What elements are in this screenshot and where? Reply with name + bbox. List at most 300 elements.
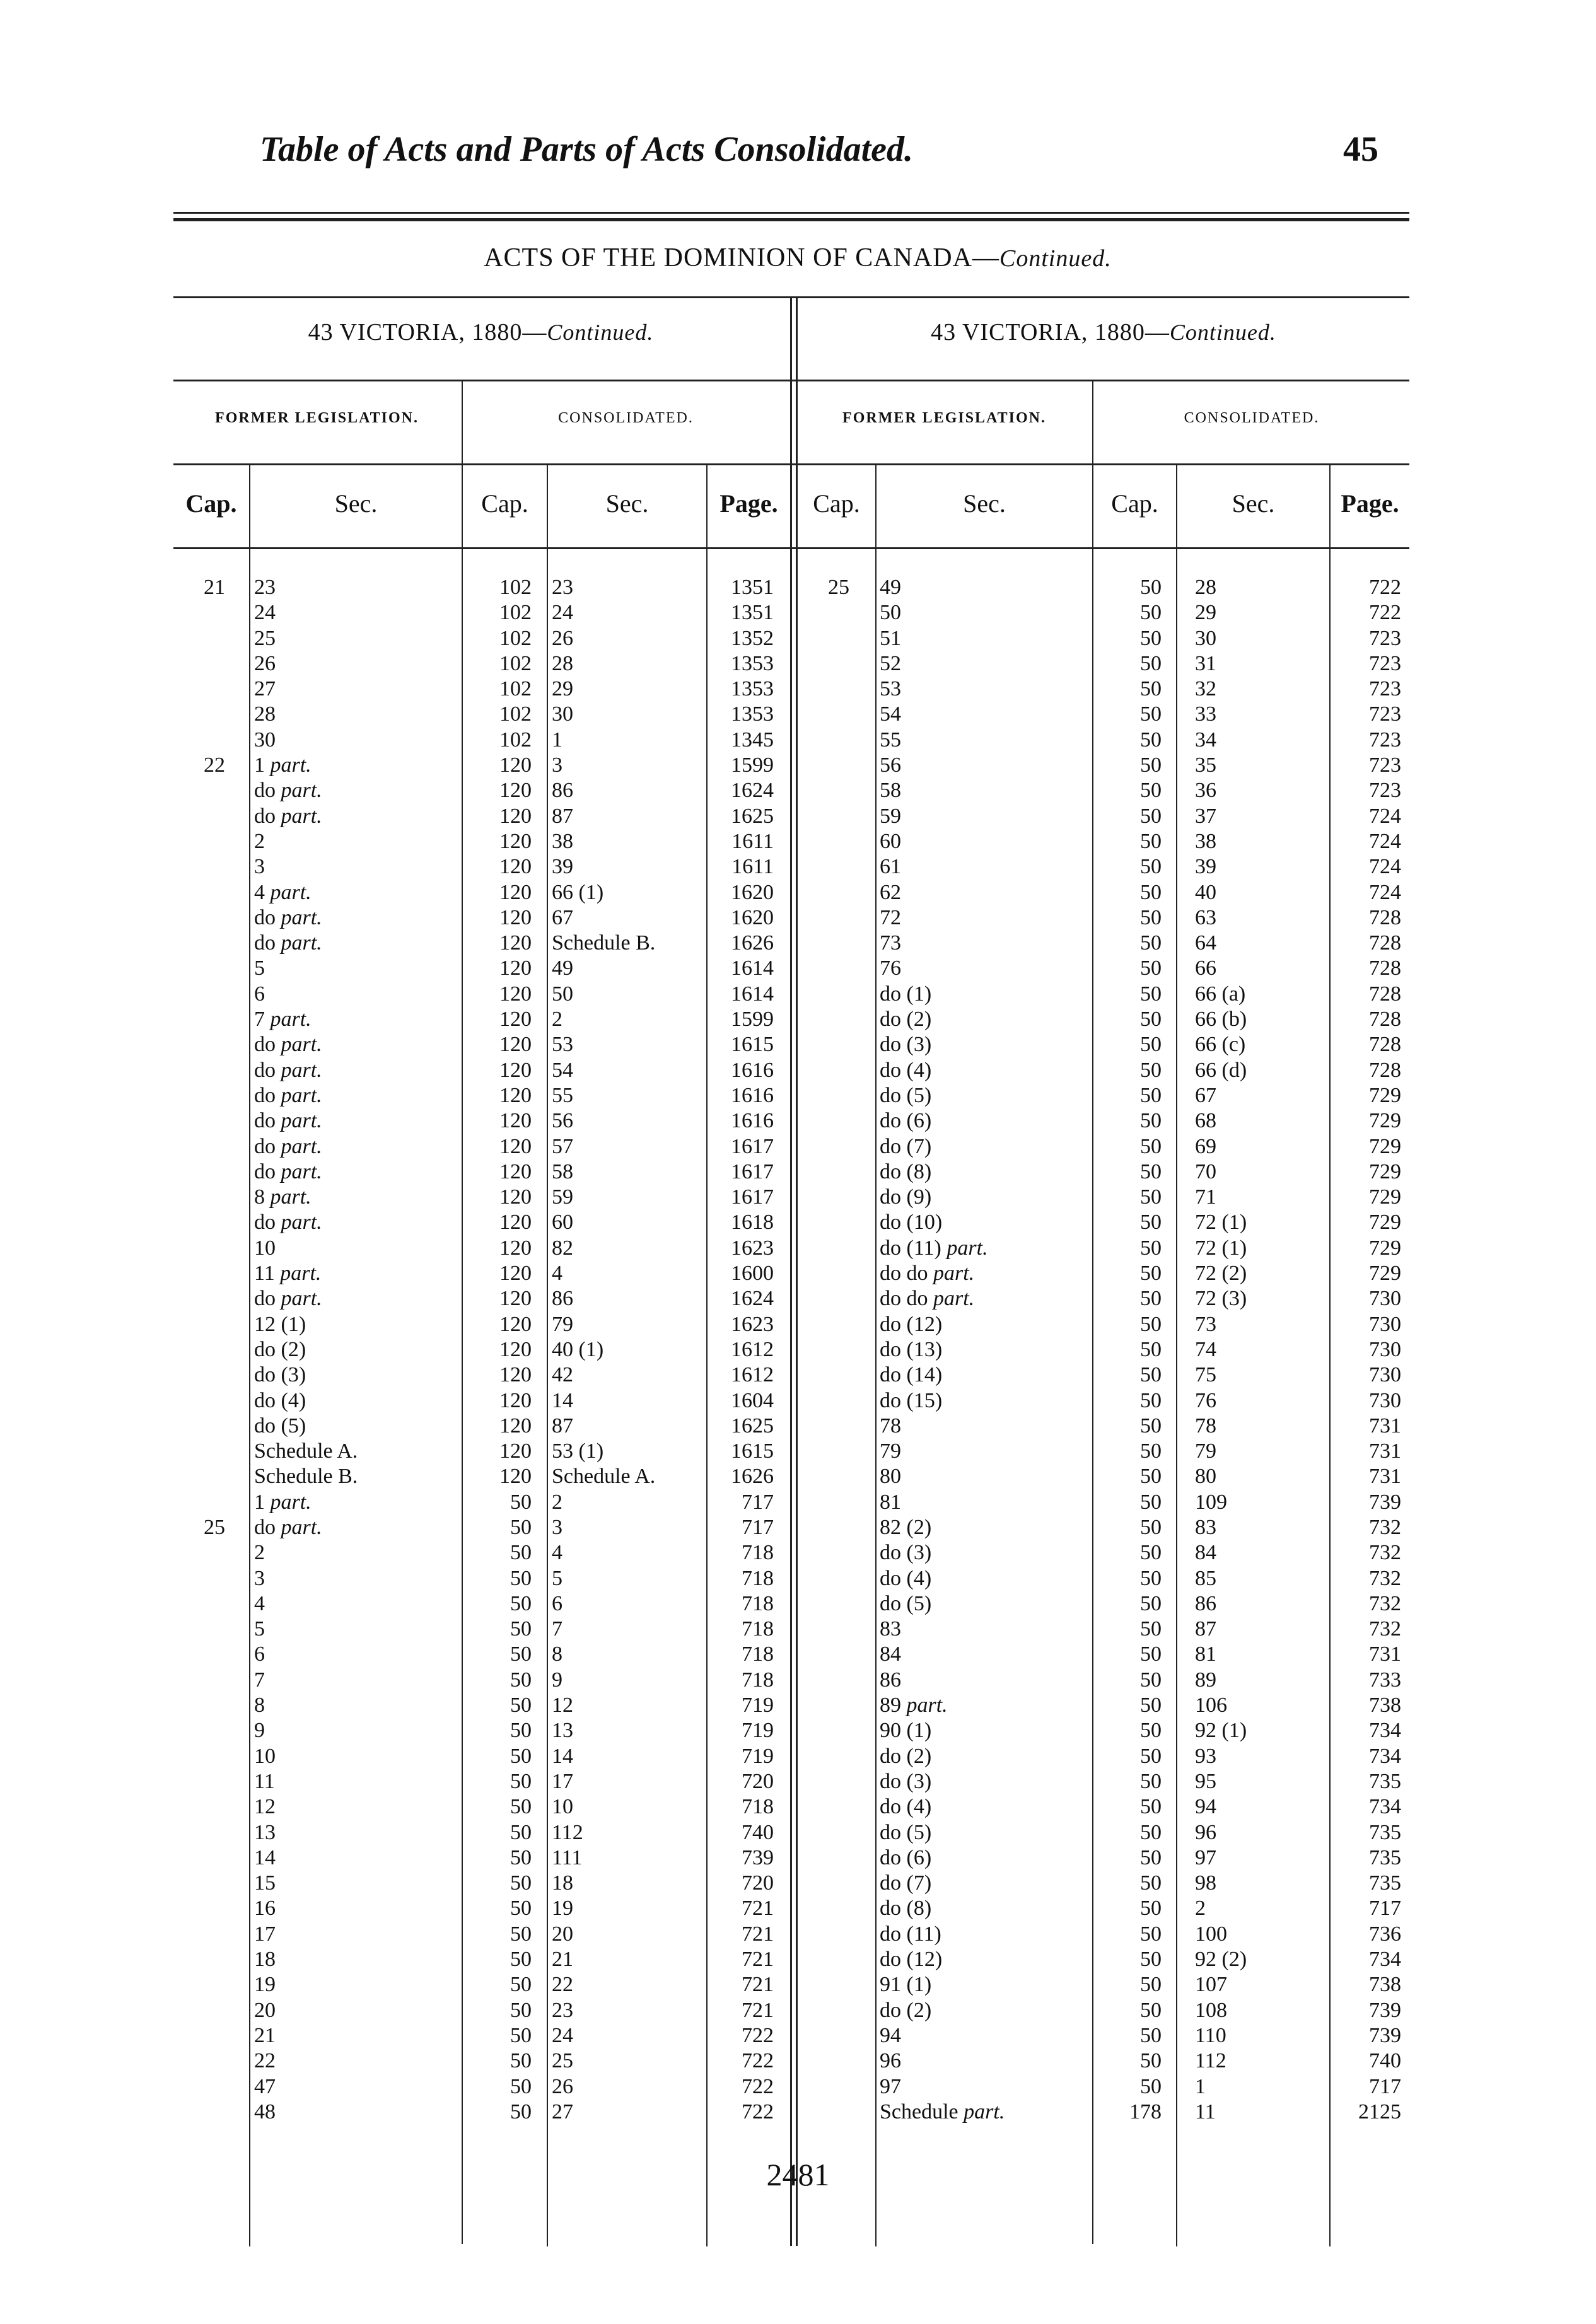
table-cell: 1604	[731, 1388, 774, 1412]
table-cell: 82 (2)	[880, 1515, 932, 1539]
table-cell: 50	[1140, 2074, 1162, 2098]
table-cell: 1612	[731, 1337, 774, 1361]
table-cell	[183, 651, 246, 677]
table-cell: 68	[1195, 1109, 1216, 1133]
table-cell: 722	[1369, 576, 1401, 599]
table-cell: 50	[1140, 779, 1162, 803]
table-cell: 733	[1369, 1668, 1401, 1692]
table-cell: 120	[499, 804, 532, 828]
table-cell: 50	[880, 601, 901, 625]
table-cell: 6	[552, 1591, 562, 1615]
table-cell: 71	[1195, 1185, 1216, 1209]
right-page-column	[1332, 575, 1401, 2125]
table-cell: 50	[1140, 702, 1162, 726]
table-cell: 50	[1140, 982, 1162, 1006]
table-cell	[183, 1693, 246, 1718]
table-cell: do (5)	[880, 1083, 932, 1107]
table-cell	[807, 931, 870, 956]
table-cell: 17	[552, 1769, 573, 1793]
left-page-header: Page.	[719, 489, 778, 518]
table-cell: 66 (b)	[1195, 1008, 1247, 1031]
table-cell: 50	[1140, 1490, 1162, 1514]
table-cell: 1612	[731, 1363, 774, 1387]
table-cell: do part.	[254, 1058, 322, 1082]
table-cell: 50	[1140, 2049, 1162, 2073]
table-cell: 729	[1369, 1262, 1401, 1286]
table-cell: 81	[1195, 1642, 1216, 1666]
table-cell: do (3)	[254, 1363, 306, 1387]
table-cell: 50	[510, 1719, 532, 1743]
table-cell: 87	[1195, 1617, 1216, 1641]
table-cell: 1	[552, 728, 562, 752]
table-cell: 728	[1369, 982, 1401, 1006]
table-cell: 67	[552, 905, 573, 929]
table-cell: 47	[254, 2074, 276, 2098]
table-cell: 80	[880, 1465, 901, 1489]
table-cell: 729	[1369, 1134, 1401, 1158]
table-cell: 30	[552, 702, 573, 726]
table-cell	[807, 1744, 870, 1769]
table-cell: do (8)	[880, 1897, 932, 1920]
table-cell: 722	[1369, 601, 1401, 625]
table-cell: 49	[552, 956, 573, 980]
table-cell: 66 (c)	[1195, 1033, 1246, 1057]
table-cell	[807, 1464, 870, 1489]
table-cell: 52	[880, 651, 901, 675]
table-cell: 112	[1195, 2049, 1226, 2073]
table-cell: 90 (1)	[880, 1719, 932, 1743]
table-cell: 66	[1195, 956, 1216, 980]
table-cell	[183, 1540, 246, 1566]
table-cell: 718	[742, 1668, 774, 1692]
table-cell: 1623	[731, 1312, 774, 1336]
table-cell	[183, 1464, 246, 1489]
table-cell	[807, 1998, 870, 2023]
table-cell: 72 (1)	[1195, 1236, 1247, 1260]
left-sec2-divider	[547, 465, 548, 2246]
table-cell: 50	[510, 1795, 532, 1819]
table-cell	[807, 956, 870, 981]
table-cell: 723	[1369, 677, 1401, 701]
table-cell: 10	[552, 1795, 573, 1819]
table-cell: 50	[1140, 1109, 1162, 1133]
table-cell: 50	[1140, 1185, 1162, 1209]
table-cell: 49	[880, 576, 901, 599]
table-cell: 62	[880, 880, 901, 904]
table-cell	[183, 1947, 246, 1972]
table-cell: 1623	[731, 1236, 774, 1260]
table-cell: 13	[254, 1820, 276, 1844]
table-cell	[183, 626, 246, 651]
table-cell: 50	[1140, 1134, 1162, 1158]
table-cell: do (2)	[254, 1337, 306, 1361]
table-cell: 732	[1369, 1515, 1401, 1539]
table-cell	[807, 1032, 870, 1057]
table-cell: Schedule part.	[880, 2100, 1005, 2124]
table-cell: 723	[1369, 626, 1401, 650]
table-cell: 28	[254, 702, 276, 726]
table-cell: 50	[1140, 1845, 1162, 1869]
table-cell	[183, 1236, 246, 1261]
table-cell: 120	[499, 1363, 532, 1387]
table-cell	[807, 1642, 870, 1667]
table-cell: 721	[742, 1948, 774, 1972]
table-cell: 18	[552, 1871, 573, 1895]
table-cell: 718	[742, 1795, 774, 1819]
table-cell: 120	[499, 931, 532, 955]
table-cell: do (7)	[880, 1134, 932, 1158]
table-cell: 81	[880, 1490, 901, 1514]
table-cell	[807, 1617, 870, 1642]
table-cell: 22	[204, 753, 225, 777]
right-sec-header: Sec.	[963, 489, 1006, 518]
left-cap-header: Cap.	[185, 489, 237, 518]
table-cell: 120	[499, 880, 532, 904]
table-cell: 50	[510, 1897, 532, 1920]
table-cell	[807, 1668, 870, 1693]
table-cell: do (3)	[880, 1541, 932, 1565]
table-cell: 50	[1140, 1159, 1162, 1183]
table-cell: 27	[254, 677, 276, 701]
table-cell: 721	[742, 1922, 774, 1946]
table-cell: 28	[1195, 576, 1216, 599]
table-cell: 1617	[731, 1185, 774, 1209]
table-cell: 724	[1369, 880, 1401, 904]
table-cell: 50	[510, 1668, 532, 1692]
table-cell: 13	[552, 1719, 573, 1743]
table-cell	[807, 1236, 870, 1261]
table-cell: 54	[552, 1058, 573, 1082]
table-cell: 50	[1140, 1744, 1162, 1768]
table-cell: 50	[510, 2049, 532, 2073]
table-cell	[807, 1871, 870, 1896]
table-cell: do (11)	[880, 1922, 941, 1946]
table-cell	[807, 1566, 870, 1591]
table-cell	[807, 1820, 870, 1845]
table-cell: 50	[1140, 1211, 1162, 1235]
table-cell: 14	[552, 1744, 573, 1768]
table-cell	[183, 931, 246, 956]
table-cell: 120	[499, 753, 532, 777]
table-cell: do (9)	[880, 1185, 932, 1209]
table-cell: 50	[510, 1871, 532, 1895]
table-cell: 1 part.	[254, 1490, 312, 1514]
table-cell	[807, 1591, 870, 1617]
table-cell: 74	[1195, 1337, 1216, 1361]
table-cell	[183, 2048, 246, 2074]
table-cell: 67	[1195, 1083, 1216, 1107]
table-cell: do part.	[254, 1033, 322, 1057]
table-cell: 25	[552, 2049, 573, 2073]
table-cell: 1615	[731, 1439, 774, 1463]
table-cell: 27	[552, 2100, 573, 2124]
table-cell	[183, 778, 246, 803]
right-sec-divider	[875, 465, 877, 2246]
table-cell: do (6)	[880, 1109, 932, 1133]
table-cell: 20	[552, 1922, 573, 1946]
table-cell: 50	[552, 982, 573, 1006]
table-cell: do part.	[254, 1159, 322, 1183]
table-cell: 1345	[731, 728, 774, 752]
table-cell: 93	[1195, 1744, 1216, 1768]
table-cell: 50	[1140, 1591, 1162, 1615]
table-cell: 120	[499, 956, 532, 980]
table-cell: 1617	[731, 1159, 774, 1183]
table-cell: 102	[499, 576, 532, 599]
table-cell: do part.	[254, 1211, 322, 1235]
table-cell: 50	[1140, 1337, 1162, 1361]
table-cell: 1625	[731, 804, 774, 828]
table-cell: 50	[510, 1820, 532, 1844]
table-cell: 50	[510, 1694, 532, 1717]
table-cell: 73	[1195, 1312, 1216, 1336]
table-cell	[807, 1185, 870, 1210]
table-cell: 1626	[731, 931, 774, 955]
table-cell: do (3)	[880, 1033, 932, 1057]
table-cell: 86	[552, 1287, 573, 1311]
table-cell	[807, 728, 870, 753]
table-cell: 718	[742, 1541, 774, 1565]
table-cell: 729	[1369, 1159, 1401, 1183]
table-cell: 724	[1369, 804, 1401, 828]
table-cell	[807, 1540, 870, 1566]
table-cell	[807, 1845, 870, 1871]
table-cell: 37	[1195, 804, 1216, 828]
table-cell: 50	[1140, 1008, 1162, 1031]
top-rule-thin	[173, 212, 1409, 214]
table-cell: Schedule B.	[254, 1465, 358, 1489]
table-cell	[183, 956, 246, 981]
table-cell: 120	[499, 1058, 532, 1082]
table-cell: 731	[1369, 1642, 1401, 1666]
table-cell: 120	[499, 1134, 532, 1158]
table-cell: do part.	[254, 1515, 322, 1539]
table-cell	[183, 880, 246, 905]
table-cell: 120	[499, 982, 532, 1006]
table-cell: 83	[1195, 1515, 1216, 1539]
table-cell: 717	[1369, 2074, 1401, 2098]
table-cell	[807, 804, 870, 829]
table-cell: 29	[552, 677, 573, 701]
table-cell: do (12)	[880, 1948, 943, 1972]
table-cell: 102	[499, 651, 532, 675]
table-cell: 732	[1369, 1617, 1401, 1641]
left-sec2-column	[552, 575, 705, 2125]
table-cell: 87	[552, 1414, 573, 1438]
table-cell: 50	[510, 1566, 532, 1590]
table-cell: 1611	[731, 855, 774, 879]
table-cell: 729	[1369, 1236, 1401, 1260]
table-cell: 26	[552, 2074, 573, 2098]
table-cell	[807, 626, 870, 651]
right-sec2-header: Sec.	[1232, 489, 1275, 518]
left-former-label: FORMER LEGISLATION.	[215, 410, 419, 426]
table-cell: 76	[880, 956, 901, 980]
table-cell: 50	[1140, 1948, 1162, 1972]
table-cell: 739	[742, 1845, 774, 1869]
table-cell: 120	[499, 829, 532, 853]
center-divider-b	[796, 298, 798, 2246]
table-cell: 50	[1140, 1465, 1162, 1489]
table-cell: 717	[742, 1515, 774, 1539]
table-cell	[807, 753, 870, 778]
table-cell	[183, 600, 246, 625]
table-cell	[807, 1210, 870, 1235]
table-cell	[807, 1794, 870, 1820]
table-cell	[183, 1998, 246, 2023]
right-group-divider	[1092, 381, 1093, 2244]
table-cell: do (5)	[254, 1414, 306, 1438]
table-cell: 79	[880, 1439, 901, 1463]
table-cell: do part.	[254, 1134, 322, 1158]
table-cell	[807, 1693, 870, 1718]
table-cell	[807, 1286, 870, 1311]
table-cell	[807, 677, 870, 702]
table-cell: 728	[1369, 1033, 1401, 1057]
table-cell: 50	[510, 1591, 532, 1615]
right-heading: 43 VICTORIA, 1880—Continued.	[931, 319, 1276, 346]
table-cell: 73	[880, 931, 901, 955]
table-cell	[807, 1159, 870, 1185]
page-number: 45	[1343, 130, 1378, 169]
table-cell: 735	[1369, 1871, 1401, 1895]
table-cell: 2	[254, 1541, 265, 1565]
table-cell: 719	[742, 1694, 774, 1717]
table-cell: 79	[552, 1312, 573, 1336]
table-cell	[807, 2023, 870, 2048]
table-cell: 1352	[731, 626, 774, 650]
table-cell: 1624	[731, 1287, 774, 1311]
table-cell	[183, 1617, 246, 1642]
table-cell	[183, 1972, 246, 1997]
table-cell	[807, 880, 870, 905]
table-cell: 120	[499, 1287, 532, 1311]
table-cell: do (4)	[254, 1388, 306, 1412]
table-cell: 728	[1369, 1058, 1401, 1082]
table-cell: 120	[499, 1008, 532, 1031]
table-cell: 19	[254, 1973, 276, 1997]
section-subtitle: ACTS OF THE DOMINION OF CANADA—Continued.	[484, 243, 1112, 272]
table-cell: 120	[499, 1388, 532, 1412]
table-cell: do part.	[254, 931, 322, 955]
right-sec2-divider	[1176, 465, 1177, 2246]
table-cell: 1616	[731, 1058, 774, 1082]
table-cell	[807, 1083, 870, 1108]
table-cell: 50	[1140, 804, 1162, 828]
table-cell: 50	[1140, 1363, 1162, 1387]
table-cell: 50	[510, 1948, 532, 1972]
table-cell: do part.	[254, 905, 322, 929]
table-cell	[183, 1439, 246, 1464]
table-cell	[183, 1134, 246, 1159]
table-cell: 50	[1140, 1998, 1162, 2022]
table-cell	[183, 1642, 246, 1667]
table-cell	[183, 2074, 246, 2100]
table-cell: do (12)	[880, 1312, 943, 1336]
table-cell: 735	[1369, 1845, 1401, 1869]
table-cell: 31	[1195, 651, 1216, 675]
table-cell: 17	[254, 1922, 276, 1946]
table-cell: 9	[552, 1668, 562, 1692]
table-cell: 734	[1369, 1744, 1401, 1768]
table-cell	[807, 905, 870, 931]
table-cell: 53	[552, 1033, 573, 1057]
table-cell: 108	[1195, 1998, 1227, 2022]
table-cell: 14	[552, 1388, 573, 1412]
table-cell	[807, 1515, 870, 1540]
table-cell	[183, 1007, 246, 1032]
table-cell: 1620	[731, 880, 774, 904]
table-cell: 7 part.	[254, 1008, 312, 1031]
table-cell: 120	[499, 1083, 532, 1107]
table-cell: 1353	[731, 651, 774, 675]
table-cell: 120	[499, 1414, 532, 1438]
table-cell: 720	[742, 1769, 774, 1793]
table-cell: 50	[1140, 728, 1162, 752]
table-cell: do (8)	[880, 1159, 932, 1183]
table-cell: 56	[552, 1109, 573, 1133]
table-cell: 50	[1140, 1719, 1162, 1743]
table-cell: 12 (1)	[254, 1312, 306, 1336]
table-cell: 120	[499, 1236, 532, 1260]
right-cap-header: Cap.	[813, 489, 860, 518]
table-cell: 1614	[731, 982, 774, 1006]
table-cell: 723	[1369, 753, 1401, 777]
table-cell: 719	[742, 1719, 774, 1743]
table-cell: 40	[1195, 880, 1216, 904]
table-cell	[807, 1388, 870, 1414]
table-cell	[183, 728, 246, 753]
table-cell	[183, 1591, 246, 1617]
table-cell: 30	[1195, 626, 1216, 650]
table-cell	[183, 854, 246, 880]
table-cell: do (11) part.	[880, 1236, 988, 1260]
table-cell	[807, 1108, 870, 1134]
table-cell: 42	[552, 1363, 573, 1387]
table-cell: 94	[1195, 1795, 1216, 1819]
table-cell: 729	[1369, 1109, 1401, 1133]
table-cell: 21	[552, 1948, 573, 1972]
table-cell: 1618	[731, 1211, 774, 1235]
table-cell: 50	[1140, 1058, 1162, 1082]
table-cell: 72	[880, 905, 901, 929]
right-sec2-column	[1195, 575, 1327, 2125]
table-cell	[807, 1922, 870, 1947]
table-cell: 23	[552, 1998, 573, 2022]
table-cell: 94	[880, 2023, 901, 2047]
table-cell: 50	[1140, 1312, 1162, 1336]
table-cell: 92 (1)	[1195, 1719, 1247, 1743]
table-cell: do (2)	[880, 1998, 932, 2022]
table-cell: 89	[1195, 1668, 1216, 1692]
table-cell: 39	[1195, 855, 1216, 879]
table-cell: 53	[880, 677, 901, 701]
folio-number: 2481	[766, 2157, 830, 2192]
table-cell: 717	[742, 1490, 774, 1514]
table-cell: 739	[1369, 1490, 1401, 1514]
table-cell	[183, 1312, 246, 1337]
table-cell: 728	[1369, 905, 1401, 929]
table-cell: do (7)	[880, 1871, 932, 1895]
table-cell: 2	[1195, 1897, 1206, 1920]
table-cell: 724	[1369, 855, 1401, 879]
table-cell	[807, 1134, 870, 1159]
table-cell: 1624	[731, 779, 774, 803]
table-cell: 112	[552, 1820, 583, 1844]
table-cell: 50	[1140, 1541, 1162, 1565]
table-cell: 87	[552, 804, 573, 828]
table-cell: do (4)	[880, 1058, 932, 1082]
